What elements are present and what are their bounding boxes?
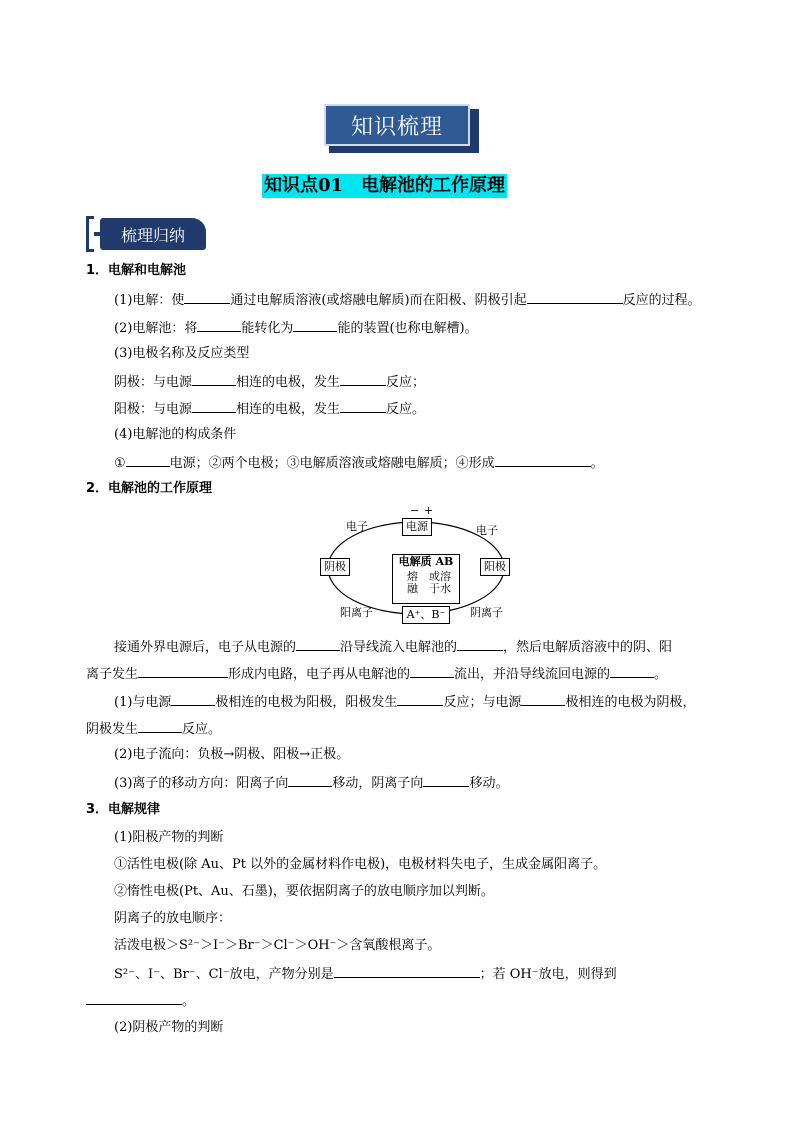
text: 极相连的电极为阳极，阳极发生 xyxy=(215,695,398,710)
s2-line-5: (2)电子流向：负极→阴极、阳极→正极。 xyxy=(114,747,350,762)
text: (1)与电源 xyxy=(114,695,172,710)
text: 反应；与电源 xyxy=(443,695,522,710)
blank xyxy=(86,991,182,1005)
s3-line-4: 阴离子的放电顺序： xyxy=(114,911,232,926)
text: 形成内电路，电子再从电解池的 xyxy=(228,667,411,682)
blank xyxy=(334,964,480,978)
text: 阴极：与电源 xyxy=(114,375,193,390)
s2-line-4 xyxy=(86,719,221,739)
text: 。 xyxy=(590,456,604,471)
s3-line-6 xyxy=(114,964,617,984)
text: 移动。 xyxy=(469,776,509,791)
plus-sign: + xyxy=(424,504,434,517)
text: 。 xyxy=(182,994,196,1009)
s3-line-3: ②惰性电极(Pt、Au、石墨)，要依据阴离子的放电顺序加以判断。 xyxy=(114,884,494,899)
electrolysis-diagram xyxy=(316,504,516,628)
blank xyxy=(138,719,182,733)
section-banner xyxy=(324,104,478,152)
s1-line-5 xyxy=(114,399,425,419)
electron-left-label: 电子 xyxy=(346,520,368,533)
s1-line-2 xyxy=(114,318,478,338)
banner-title: 知识梳理 xyxy=(324,104,470,146)
text: (1)电解：使 xyxy=(114,293,185,308)
text: 离子发生 xyxy=(86,667,139,682)
section-tag xyxy=(86,216,216,252)
text: (3)离子的移动方向：阳离子向 xyxy=(114,776,289,791)
minus-sign: − xyxy=(410,504,420,517)
knowledge-point-title: 知识点01 电解池的工作原理 xyxy=(264,175,506,196)
text: 阳极：与电源 xyxy=(114,402,193,417)
blank xyxy=(527,290,623,304)
s2-line-3 xyxy=(114,692,695,712)
text: 电源；②两个电极；③电解质溶液或熔融电解质；④形成 xyxy=(169,456,495,471)
electron-right-label: 电子 xyxy=(476,524,498,537)
text: (2)电解池：将 xyxy=(114,321,198,336)
blank xyxy=(192,399,236,413)
text: 反应的过程。 xyxy=(622,293,701,308)
s3-line-5: 活泼电极＞S²⁻＞I⁻＞Br⁻＞Cl⁻＞OH⁻＞含氧酸根离子。 xyxy=(114,938,441,953)
text: ，然后电解质溶液中的阴、阳 xyxy=(503,640,673,655)
text: 阴极发生 xyxy=(86,722,139,737)
electrolyte-box xyxy=(392,554,460,604)
blank xyxy=(457,637,503,651)
section-2-heading: 2．电解池的工作原理 xyxy=(86,481,213,496)
text: 熔 xyxy=(407,570,418,583)
text: 反应。 xyxy=(182,722,222,737)
s3-line-8: (2)阴极产物的判断 xyxy=(114,1020,224,1035)
blank xyxy=(410,664,454,678)
electrolyte-label: 电解质 AB xyxy=(398,555,454,568)
s3-line-2: ①活性电极(除 Au、Pt 以外的金属材料作电极)，电极材料失电子，生成金属阳离子。 xyxy=(114,857,607,872)
blank xyxy=(423,773,469,787)
dissolve-label xyxy=(429,571,451,595)
text: 反应； xyxy=(386,375,426,390)
blank xyxy=(340,372,386,386)
text: 沿导线流入电解池的 xyxy=(340,640,458,655)
s1-line-7 xyxy=(114,453,604,473)
s2-line-1 xyxy=(114,637,672,657)
blank xyxy=(610,664,654,678)
text: 极相连的电极为阴极， xyxy=(565,695,696,710)
melt-label xyxy=(407,571,418,595)
blank xyxy=(340,399,386,413)
text: 移动，阴离子向 xyxy=(332,776,424,791)
text: 或溶 xyxy=(429,570,451,583)
text: ；若 OH⁻放电，则得到 xyxy=(479,967,617,982)
s3-line-1: (1)阳极产物的判断 xyxy=(114,830,224,845)
text: 通过电解质溶液(或熔融电解质)而在阳极、阴极引起 xyxy=(230,293,527,308)
text: 相连的电极，发生 xyxy=(236,375,341,390)
blank xyxy=(495,453,591,467)
anion-label: 阴离子 xyxy=(470,606,503,619)
text: 能转化为 xyxy=(241,321,294,336)
text: 流出，并沿导线流回电源的 xyxy=(454,667,611,682)
ions-box: A⁺、B⁻ xyxy=(402,606,450,624)
blank xyxy=(184,290,230,304)
tag-bracket xyxy=(86,216,94,252)
cathode-box: 阴极 xyxy=(320,558,350,576)
text: ① xyxy=(114,456,126,471)
tag-label: 梳理归纳 xyxy=(100,218,206,250)
text: 能的装置(也称电解槽)。 xyxy=(337,321,478,336)
power-box: 电源 xyxy=(402,518,432,536)
text: 融 xyxy=(407,582,418,595)
blank xyxy=(197,318,241,332)
anode-box: 阳极 xyxy=(480,558,510,576)
text: 接通外界电源后，电子从电源的 xyxy=(114,640,297,655)
blank xyxy=(296,637,340,651)
s2-line-2 xyxy=(86,664,667,684)
section-3-heading: 3．电解规律 xyxy=(86,802,161,817)
s2-line-6 xyxy=(114,773,508,793)
s1-line-6: (4)电解池的构成条件 xyxy=(114,427,237,442)
s1-line-4 xyxy=(114,372,425,392)
blank xyxy=(126,453,170,467)
blank xyxy=(397,692,443,706)
text: 于水 xyxy=(429,582,451,595)
section-1-heading: 1．电解和电解池 xyxy=(86,263,187,278)
cation-label: 阳离子 xyxy=(340,606,373,619)
s1-line-3: (3)电极名称及反应类型 xyxy=(114,346,250,361)
blank xyxy=(521,692,565,706)
blank xyxy=(192,372,236,386)
text: 相连的电极，发生 xyxy=(236,402,341,417)
blank xyxy=(288,773,332,787)
blank xyxy=(293,318,337,332)
text: S²⁻、I⁻、Br⁻、Cl⁻放电，产物分别是 xyxy=(114,967,334,982)
blank xyxy=(138,664,228,678)
text: 。 xyxy=(654,667,668,682)
text: 反应。 xyxy=(386,402,426,417)
blank xyxy=(171,692,215,706)
s3-line-7 xyxy=(86,991,195,1011)
s1-line-1 xyxy=(114,290,701,310)
